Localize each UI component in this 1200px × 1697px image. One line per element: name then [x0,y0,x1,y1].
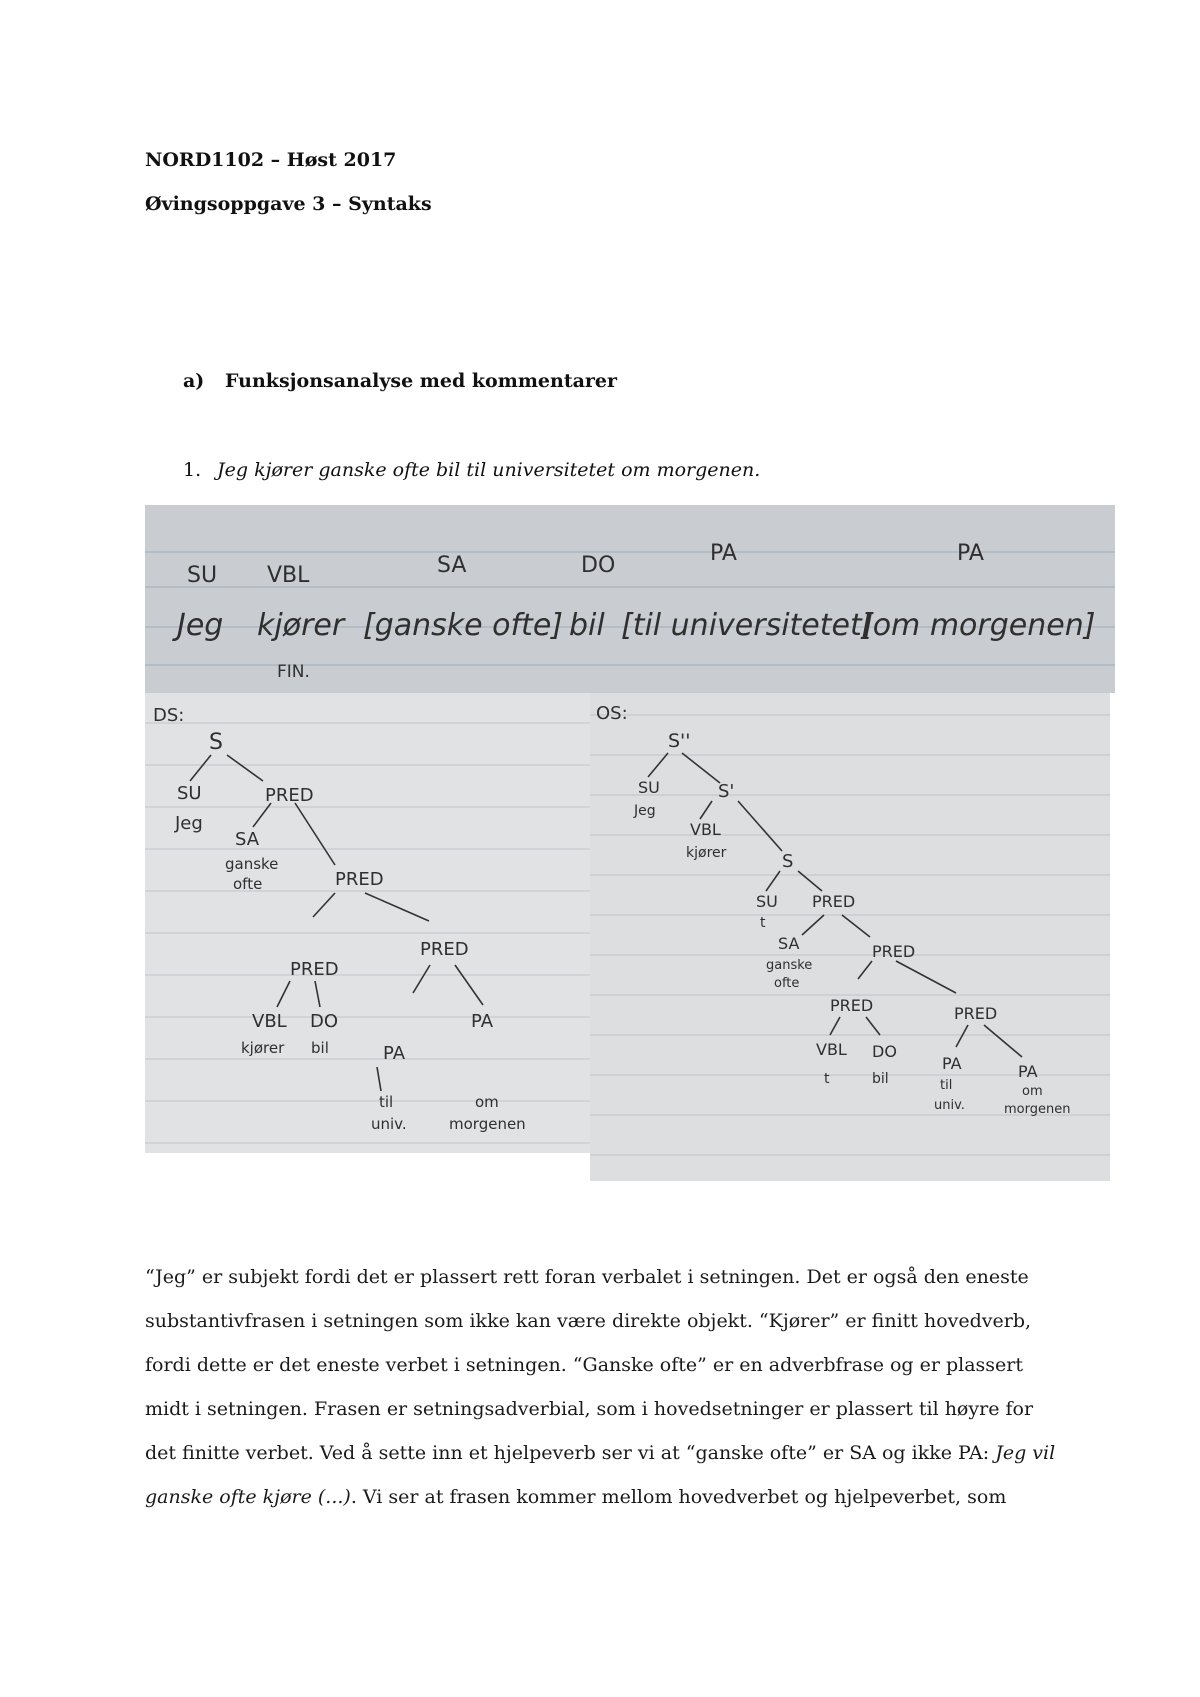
os-node-sa: SA [778,934,800,953]
os-word-bil: bil [872,1071,889,1087]
ds-word-kjorer: kjører [241,1039,285,1057]
ds-word-om: om [475,1093,499,1111]
exercise-title: Øvingsoppgave 3 – Syntaks [145,193,432,215]
word-ganske-ofte: [ganske ofte] [363,608,563,643]
ds-node-pa-2: PA [471,1011,494,1032]
os-node-pred-1: PRED [812,892,856,911]
ds-node-pred-1: PRED [265,785,314,806]
ds-word-til: til [379,1093,394,1111]
tag-fin: FIN. [277,662,310,682]
ds-node-pred-3: PRED [290,959,339,980]
ds-tree-photo [145,693,600,1153]
commentary-example: Jeg vil ganske ofte kjøre (...) [145,1442,1056,1508]
example-sentence [183,459,760,481]
os-word-trace-2: t [824,1071,830,1087]
os-node-do: DO [872,1042,897,1061]
section-heading [183,370,617,392]
os-label: OS: [596,703,628,724]
os-node-s-prime: S' [718,781,735,802]
word-kjorer: kjører [257,608,345,643]
function-analysis-photo [145,505,1115,693]
os-word-kjorer: kjører [686,845,727,861]
tag-pa-1: PA [710,541,737,566]
ds-word-bil: bil [311,1039,329,1057]
os-node-pred-4: PRED [954,1004,998,1023]
ds-node-vbl: VBL [252,1011,287,1032]
word-bil: bil [569,608,605,643]
os-word-univ: univ. [934,1098,965,1113]
commentary-text-a: “Jeg” er subjekt fordi det er plassert rett foran verbalet i setningen. Det er også den eneste substantivfrasen i setningen som ikke kan være direkte objekt. “Kjører” er finitt hovedverb, fordi dette er det eneste verbet i setningen. “Ganske ofte” er en adverbfrase og er plassert midt i setningen. Frasen er setningsadverbial, som i hovedsetninger er plassert til høyre for det finitte verbet. Ved å sette inn et hjelpeverb ser vi at “ganske ofte” er SA og ikke PA: [145,1266,1034,1464]
word-jeg: Jeg [177,608,224,643]
os-word-jeg: Jeg [634,803,656,819]
ds-label: DS: [153,705,185,726]
ds-word-ganske: ganske [225,855,279,873]
os-node-vbl-top: VBL [690,820,721,839]
function-analysis-drawing [145,505,1115,693]
tag-pa-2: PA [957,541,984,566]
os-word-ganske: ganske [766,958,813,973]
os-node-pred-2: PRED [872,942,916,961]
ds-node-pred-2: PRED [335,869,384,890]
os-tree-photo [590,693,1110,1181]
os-word-trace-1: t [760,915,766,931]
os-word-om: om [1022,1084,1043,1099]
os-word-til: til [940,1078,953,1093]
ds-word-univ: univ. [371,1115,407,1133]
tag-vbl: VBL [267,563,310,588]
os-node-pa-2: PA [1018,1062,1038,1081]
ds-word-ofte: ofte [233,875,263,893]
os-node-s: S [782,851,794,872]
commentary-paragraph [145,1255,1065,1519]
ds-node-pred-4: PRED [420,939,469,960]
word-til-universitetet: [til universitetet] [621,608,874,643]
tag-su: SU [187,563,218,588]
os-node-su-2: SU [756,892,778,911]
ds-tree-drawing [145,693,600,1153]
os-node-pa-1: PA [942,1054,962,1073]
ds-word-jeg: Jeg [175,813,203,834]
tag-do: DO [581,553,616,578]
ds-node-do: DO [310,1011,339,1032]
ds-word-morgenen: morgenen [449,1115,526,1133]
os-word-morgenen: morgenen [1004,1102,1071,1117]
tag-sa: SA [437,553,467,578]
word-om-morgenen: [om morgenen] [861,608,1096,643]
section-title: Funksjonsanalyse med kommentarer [225,370,618,392]
sentence-text: Jeg kjører ganske ofte bil til universitetet om morgenen. [217,459,761,481]
os-node-pred-3: PRED [830,996,874,1015]
course-title: NORD1102 – Høst 2017 [145,149,397,171]
os-word-ofte: ofte [774,976,800,991]
section-label: a) [183,370,205,392]
os-node-su: SU [638,778,660,797]
os-tree-drawing [590,693,1110,1181]
ds-node-s: S [209,730,223,755]
os-node-vbl: VBL [816,1040,847,1059]
os-node-s-double-prime: S'' [668,730,691,752]
ds-node-su: SU [177,783,202,804]
item-number: 1. [183,459,202,481]
ds-node-pa-1: PA [383,1043,406,1064]
commentary-text-b: . Vi ser at frasen kommer mellom hovedverbet og hjelpeverbet, som [350,1486,1007,1508]
ds-node-sa: SA [235,829,260,850]
